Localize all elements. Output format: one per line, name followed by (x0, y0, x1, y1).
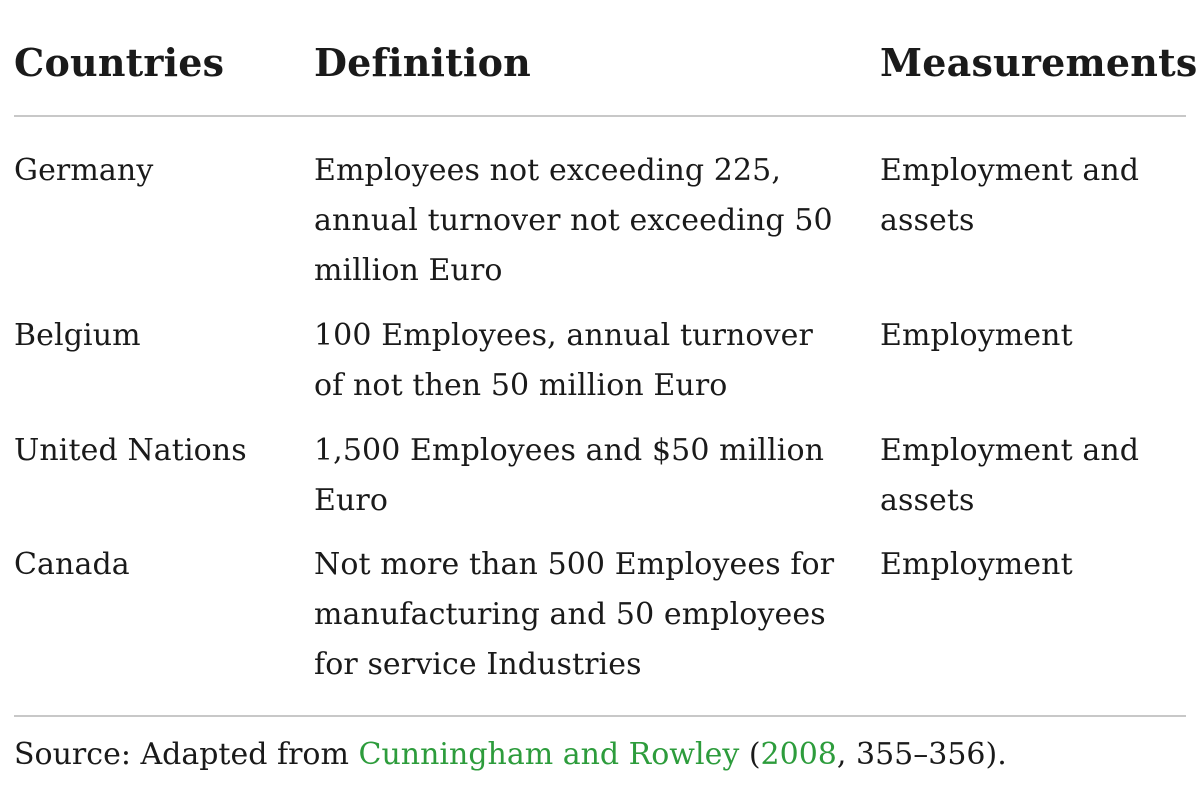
country-cell: Canada (14, 547, 130, 582)
source-note (14, 730, 1007, 780)
row-canada-definition (314, 540, 874, 690)
row-germany-definition (314, 146, 874, 296)
row-germany-measurement (880, 146, 1190, 246)
source-prefix: Source: Adapted from (14, 737, 359, 772)
row-united-nations-measurement (880, 426, 1190, 526)
row-belgium-measurement (880, 311, 1190, 361)
footer-rule (14, 715, 1186, 717)
row-germany-country (14, 146, 304, 196)
header-rule (14, 115, 1186, 117)
row-canada-measurement (880, 540, 1190, 590)
definition-line: million Euro (314, 253, 503, 288)
header-definition: Definition (314, 40, 531, 85)
row-canada-country (14, 540, 304, 590)
definition-line: 1,500 Employees and $50 million (314, 433, 825, 468)
header-countries: Countries (14, 40, 225, 85)
row-united-nations-country (14, 426, 304, 476)
definition-line: manufacturing and 50 employees (314, 597, 826, 632)
row-united-nations-definition (314, 426, 874, 526)
header-measurements: Measurements (880, 40, 1198, 85)
source-year-link[interactable]: 2008 (760, 737, 837, 772)
definition-line: 100 Employees, annual turnover (314, 318, 813, 353)
country-cell: Belgium (14, 318, 141, 353)
definition-line: Employees not exceeding 225, (314, 153, 782, 188)
definition-line: Not more than 500 Employees for (314, 547, 835, 582)
source-open-paren: ( (739, 737, 761, 772)
measurement-line: assets (880, 483, 975, 518)
country-cell: Germany (14, 153, 154, 188)
definition-line: annual turnover not exceeding 50 (314, 203, 833, 238)
definition-line: for service Industries (314, 647, 642, 682)
measurement-line: Employment (880, 318, 1073, 353)
definition-line: of not then 50 million Euro (314, 368, 728, 403)
source-authors-link[interactable]: Cunningham and Rowley (358, 737, 740, 772)
row-belgium-definition (314, 311, 874, 411)
country-cell: United Nations (14, 433, 247, 468)
measurement-line: Employment (880, 547, 1073, 582)
measurement-line: assets (880, 203, 975, 238)
definition-line: Euro (314, 483, 389, 518)
source-pages: , 355–356). (836, 737, 1007, 772)
measurement-line: Employment and (880, 433, 1140, 468)
measurement-line: Employment and (880, 153, 1140, 188)
row-belgium-country (14, 311, 304, 361)
